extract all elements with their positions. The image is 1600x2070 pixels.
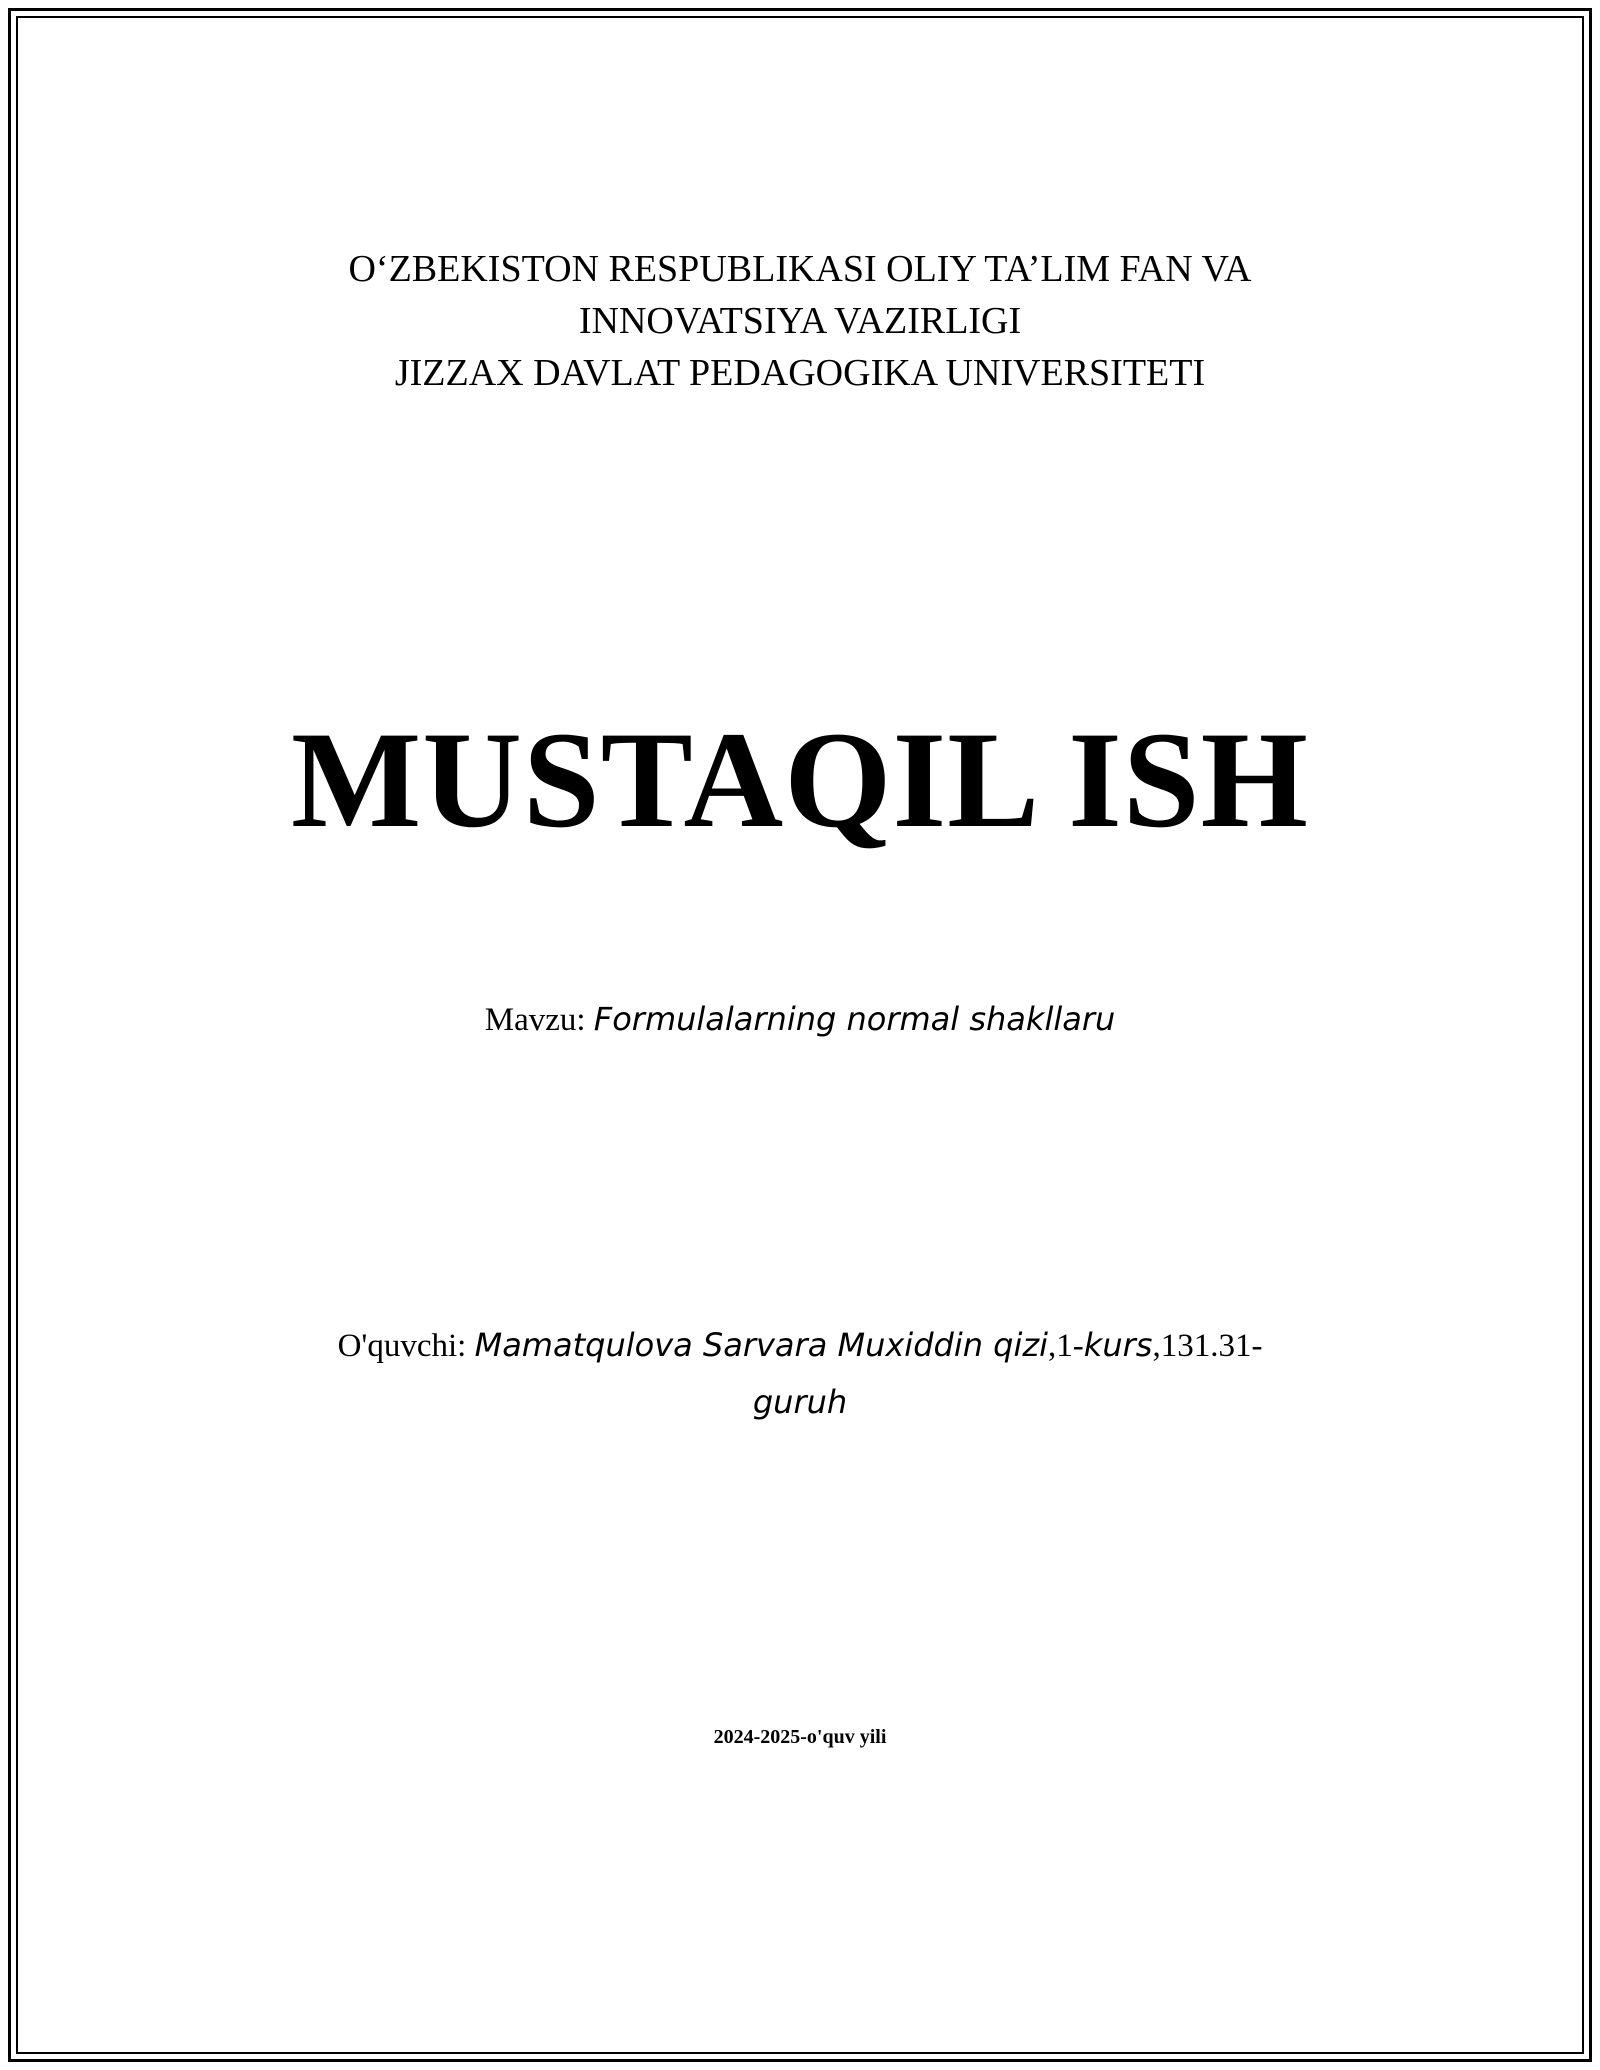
university-name: JIZZAX DAVLAT PEDAGOGIKA UNIVERSITETI [394, 352, 1206, 394]
course-number: ,1- [1048, 1328, 1084, 1364]
academic-year: 2024-2025-o'quv yili [713, 1726, 887, 1748]
group-word: guruh [752, 1383, 848, 1421]
course-word: kurs [1083, 1326, 1153, 1364]
student-info [0, 1320, 1600, 1434]
ministry-line-1: O‘ZBEKISTON RESPUBLIKASI OLIY TA’LIM FAN VA [348, 248, 1252, 290]
institution-header [0, 243, 1600, 399]
topic-value: Formulalarning normal shakllaru [593, 1000, 1116, 1038]
student-label: O'quvchi: [337, 1328, 475, 1364]
document-title: MUSTAQIL ISH [291, 703, 1309, 856]
ministry-line-2: INNOVATSIYA VAZIRLIGI [578, 300, 1022, 342]
group-number: ,131.31- [1152, 1328, 1263, 1364]
student-name: Mamatqulova Sarvara Muxiddin qizi [474, 1326, 1049, 1364]
topic-line [0, 1000, 1600, 1039]
topic-label: Mavzu: [484, 1002, 594, 1038]
student-line-2 [0, 1377, 1600, 1434]
student-line-1 [0, 1320, 1600, 1377]
